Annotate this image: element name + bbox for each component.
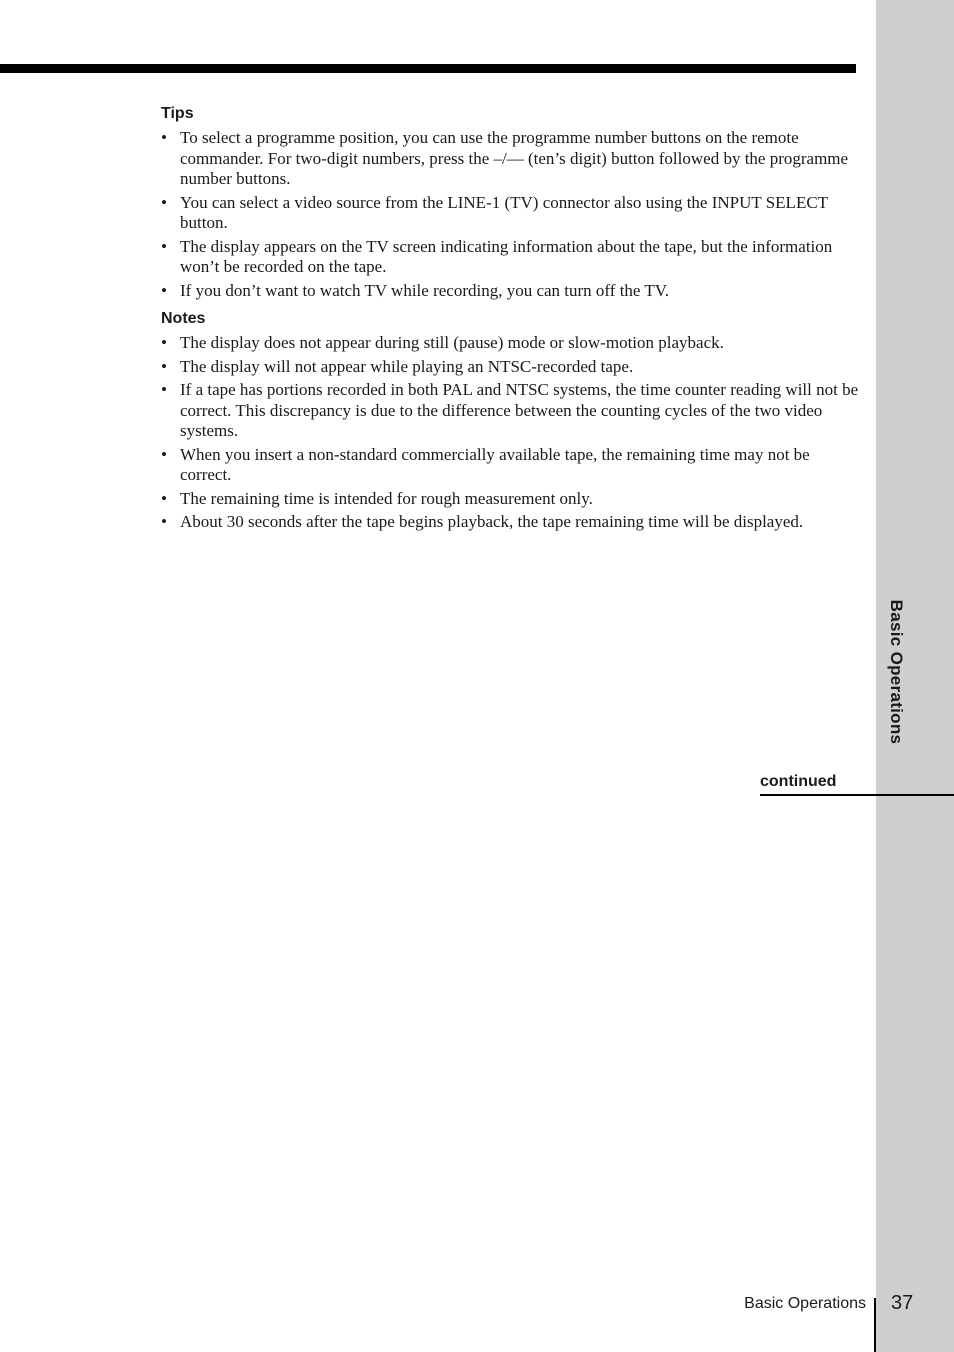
note-text: If a tape has portions recorded in both PAL and NTSC systems, the time counter reading will not be correct. This discrepancy is due to the difference between the counting cycles of the two video systems. (180, 380, 859, 440)
note-item (161, 489, 861, 510)
tips-list (161, 128, 861, 301)
note-item (161, 380, 861, 442)
bullet-icon: • (161, 128, 167, 147)
tip-text: To select a programme position, you can use the programme number buttons on the remote commander. For two-digit numbers, press the –/–– (ten’s digit) button followed by the programme number buttons. (180, 128, 849, 188)
note-item (161, 512, 861, 533)
bullet-icon: • (161, 380, 167, 399)
tip-item (161, 128, 861, 190)
top-rule (0, 64, 856, 73)
bullet-icon: • (161, 192, 167, 212)
notes-heading: Notes (161, 310, 206, 327)
bullet-icon: • (161, 236, 167, 256)
notes-list (161, 333, 861, 533)
page-number: 37 (891, 1292, 914, 1314)
tip-text: The display appears on the TV screen indicating information about the tape, but the information won’t be recorded on the tape. (180, 236, 833, 276)
note-text: When you insert a non-standard commercially available tape, the remaining time may not be correct. (180, 444, 810, 484)
tip-text: If you don’t want to watch TV while recording, you can turn off the TV. (180, 280, 670, 300)
bullet-icon: • (161, 444, 167, 464)
bullet-icon: • (161, 333, 167, 352)
note-text: The display does not appear during still (pause) mode or slow-motion playback. (180, 333, 724, 352)
tips-heading: Tips (161, 105, 194, 122)
side-tab-label: Basic Operations (887, 599, 906, 745)
bullet-icon: • (161, 356, 167, 376)
bullet-icon: • (161, 280, 167, 300)
note-text: About 30 seconds after the tape begins playback, the tape remaining time will be displayed. (180, 512, 804, 531)
note-item (161, 445, 861, 486)
note-text: The remaining time is intended for rough measurement only. (180, 488, 593, 508)
note-item (161, 357, 861, 378)
bullet-icon: • (161, 512, 167, 531)
note-text: The display will not appear while playing an NTSC-recorded tape. (180, 356, 634, 376)
tip-item (161, 193, 861, 234)
bullet-icon: • (161, 488, 167, 508)
page-content (161, 104, 861, 536)
continued-rule (760, 794, 954, 796)
tip-item (161, 237, 861, 278)
tip-text: You can select a video source from the LINE-1 (TV) connector also using the INPUT SELECT button. (180, 192, 828, 232)
note-item (161, 333, 861, 354)
tip-item (161, 281, 861, 302)
footer-section-title: Basic Operations (744, 1295, 866, 1312)
footer-divider (874, 1298, 876, 1352)
continued-label: continued (760, 773, 837, 790)
